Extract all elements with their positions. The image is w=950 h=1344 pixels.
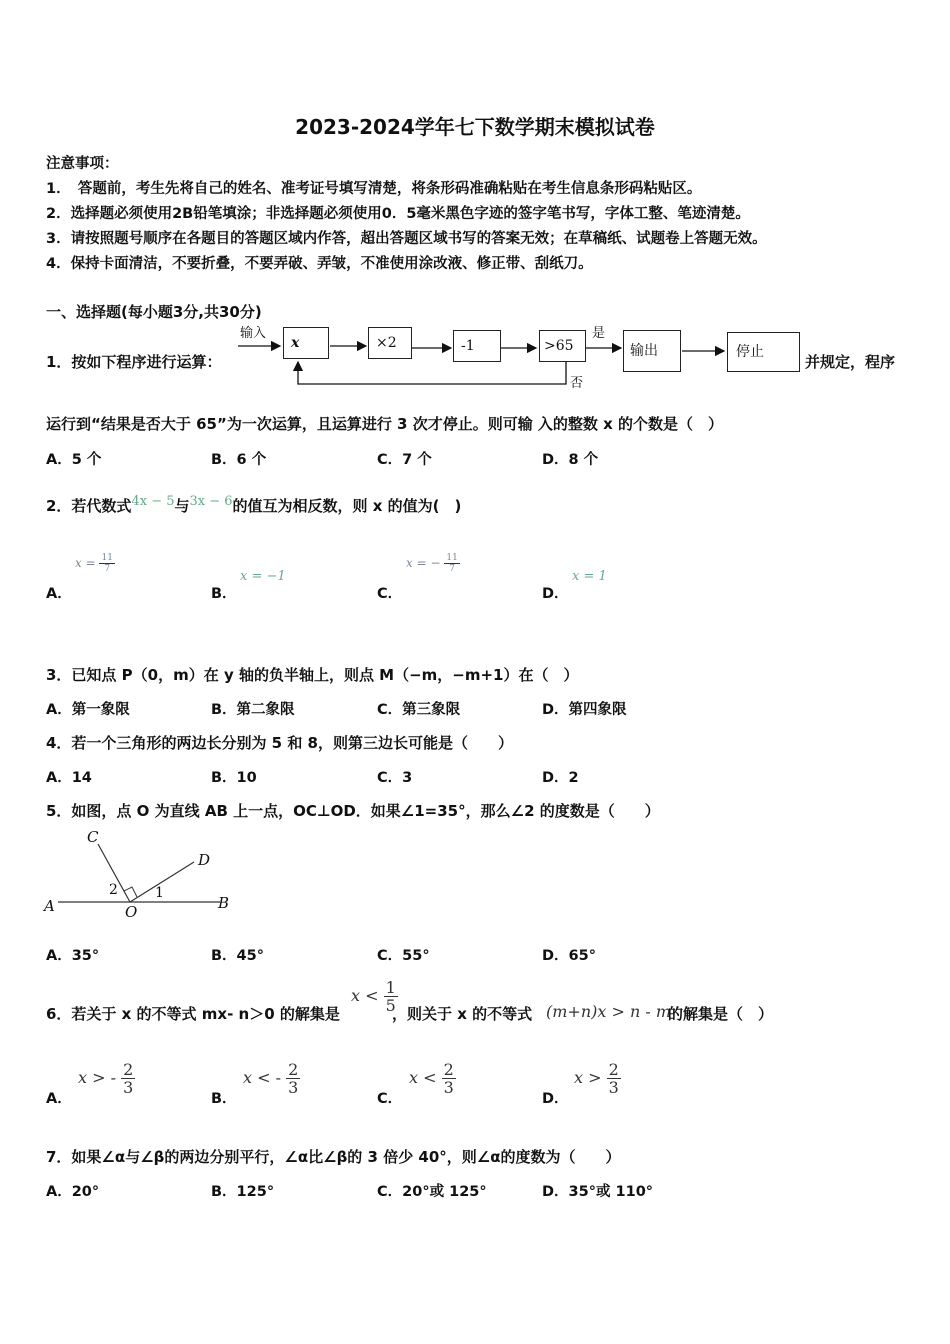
- q6-post: 的解集是（ ）: [668, 1005, 774, 1023]
- q7-option-d[interactable]: D．35°或 110°: [542, 1184, 654, 1200]
- q1-option-c[interactable]: C．7 个: [377, 452, 432, 468]
- q2-option-b[interactable]: B．: [211, 586, 237, 602]
- q3-stem: 3．已知点 P（0，m）在 y 轴的负半轴上，则点 M（−m，−m+1）在（ ）: [46, 666, 579, 684]
- q2-c-num: 11: [446, 553, 458, 563]
- q1-line2: 运行到“结果是否大于 65”为一次运算，且运算进行 3 次才停止。则可输 入的整数 x 的个数是（ ）: [46, 415, 724, 433]
- q2-option-a[interactable]: A．: [46, 586, 72, 602]
- q5-option-c[interactable]: C．55°: [377, 948, 430, 964]
- q1-option-b[interactable]: B．6 个: [211, 452, 267, 468]
- q6-b-num: 2: [288, 1060, 299, 1079]
- flow-box-gt65: >65: [539, 330, 586, 362]
- q1-option-d[interactable]: D．8 个: [542, 452, 599, 468]
- q3-option-a[interactable]: A．第一象限: [46, 702, 130, 718]
- q6-b-expr: [243, 1061, 300, 1096]
- q6-cond-den: 5: [385, 996, 396, 1015]
- q2-expr1: 4x − 5: [131, 494, 175, 509]
- q6-a-frac: [121, 1061, 135, 1096]
- q5-label-b: B: [218, 894, 230, 912]
- q2-a-den: 7: [104, 564, 111, 574]
- q6-a-num: 2: [123, 1060, 134, 1079]
- notice-item: 1． 答题前，考生先将自己的姓名、准考证号填写清楚，将条形码准确粘贴在考生信息条形码粘贴区。: [46, 181, 702, 197]
- q6-c-lhs: x <: [409, 1068, 437, 1087]
- q7-option-b[interactable]: B．125°: [211, 1184, 275, 1200]
- q6-c-frac: [442, 1061, 456, 1096]
- q5-label-c: C: [87, 828, 99, 846]
- q6-c-den: 3: [443, 1078, 454, 1097]
- q6-option-b[interactable]: B．: [211, 1091, 237, 1107]
- q6-d-num: 2: [608, 1060, 619, 1079]
- page-title: 2023-2024学年七下数学期末模拟试卷: [295, 115, 655, 139]
- q7-stem: 7．如果∠α与∠β的两边分别平行，∠α比∠β的 3 倍少 40°，则∠α的度数为（ ）: [46, 1148, 621, 1166]
- q6-b-lhs: x < -: [243, 1068, 282, 1087]
- q2-d-expr: x = 1: [572, 569, 607, 584]
- q7-option-a[interactable]: A．20°: [46, 1184, 100, 1200]
- flow-box-x: x: [283, 327, 329, 359]
- q6-a-den: 3: [123, 1078, 134, 1097]
- notice-item: 2．选择题必须使用2B铅笔填涂；非选择题必须使用0．5毫米黑色字迹的签字笔书写，字体工整、笔迹清楚。: [46, 206, 750, 222]
- q1-option-a[interactable]: A．5 个: [46, 452, 102, 468]
- q2-option-d[interactable]: D．: [542, 586, 569, 602]
- notice-item: 3．请按照题号顺序在各题目的答题区域内作答，超出答题区域书写的答案无效；在草稿纸、试题卷上答题无效。: [46, 231, 767, 247]
- q5-label-angle1: 1: [155, 885, 164, 901]
- q7-option-c[interactable]: C．20°或 125°: [377, 1184, 487, 1200]
- q2-stem: [46, 495, 461, 516]
- q5-option-d[interactable]: D．65°: [542, 948, 596, 964]
- q2-post: 的值互为相反数，则 x 的值为( ): [232, 497, 462, 515]
- q5-label-d: D: [198, 851, 211, 869]
- q1-lead: 1．按如下程序进行运算：: [46, 353, 222, 371]
- q6-d-frac: [607, 1061, 621, 1096]
- q6-c-expr: [409, 1061, 456, 1096]
- q5-stem: 5．如图，点 O 为直线 AB 上一点，OC⊥OD．如果∠1=35°，那么∠2 的度数是（ ）: [46, 802, 660, 820]
- q2-c-lhs: x = −: [406, 556, 441, 570]
- q2-pre: 2．若代数式: [46, 497, 132, 515]
- q5-label-angle2: 2: [109, 882, 118, 898]
- section-heading: 一、选择题(每小题3分,共30分): [46, 303, 262, 321]
- q6-b-frac: [286, 1061, 300, 1096]
- q2-a-frac: [99, 553, 114, 574]
- q6-option-d[interactable]: D．: [542, 1091, 569, 1107]
- flow-box-output: 输出: [623, 330, 681, 372]
- q5-figure-lines: [44, 828, 244, 928]
- q2-a-expr: [75, 553, 115, 574]
- q3-option-b[interactable]: B．第二象限: [211, 702, 295, 718]
- q5-option-b[interactable]: B．45°: [211, 948, 264, 964]
- flow-input-label: 输入: [240, 326, 267, 341]
- q6-pre: 6．若关于 x 的不等式 mx- n＞0 的解集是: [46, 1005, 340, 1023]
- q2-c-den: 7: [449, 564, 455, 574]
- flow-yes-label: 是: [592, 326, 606, 341]
- q6-c-num: 2: [443, 1060, 454, 1079]
- q2-mid: 与: [174, 497, 190, 515]
- flow-box-stop: 停止: [727, 332, 800, 372]
- q6-d-den: 3: [608, 1078, 619, 1097]
- q5-label-o: O: [125, 903, 138, 921]
- q2-a-num: 11: [101, 553, 113, 563]
- q2-expr2: 3x − 6: [189, 494, 233, 509]
- q6-d-expr: [574, 1061, 621, 1096]
- q6-cond-lhs: x <: [351, 986, 379, 1005]
- q6-ineq: (m+n)x > n - m: [546, 1002, 672, 1021]
- flow-box-times2: ×2: [368, 327, 412, 359]
- q5-option-a[interactable]: A．35°: [46, 948, 100, 964]
- q2-option-c[interactable]: C．: [377, 586, 403, 602]
- q6-condition: [351, 979, 398, 1014]
- q2-c-frac: [444, 553, 459, 574]
- notice-item: 4．保持卡面清洁，不要折叠，不要弄破、弄皱，不准使用涂改液、修正带、刮纸刀。: [46, 256, 593, 272]
- q4-option-b[interactable]: B．10: [211, 770, 257, 786]
- q6-a-lhs: x > -: [78, 1068, 117, 1087]
- q6-mid: ，则关于 x 的不等式: [392, 1005, 533, 1023]
- q4-option-c[interactable]: C．3: [377, 770, 413, 786]
- q6-b-den: 3: [288, 1078, 299, 1097]
- q3-option-c[interactable]: C．第三象限: [377, 702, 461, 718]
- q1-tail: 并规定，程序: [805, 353, 896, 371]
- q4-option-d[interactable]: D．2: [542, 770, 579, 786]
- flow-no-label: 否: [570, 376, 584, 391]
- q6-a-expr: [78, 1061, 135, 1096]
- q4-option-a[interactable]: A．14: [46, 770, 92, 786]
- q6-cond-num: 1: [385, 978, 396, 997]
- q5-label-a: A: [44, 897, 55, 915]
- q6-option-a[interactable]: A．: [46, 1091, 72, 1107]
- q2-b-expr: x = −1: [240, 569, 286, 584]
- notice-heading: 注意事项：: [46, 156, 119, 172]
- q6-d-lhs: x >: [574, 1068, 602, 1087]
- flow-box-minus1: -1: [453, 330, 501, 362]
- q3-option-d[interactable]: D．第四象限: [542, 702, 627, 718]
- q2-a-lhs: x =: [75, 556, 96, 570]
- q4-stem: 4．若一个三角形的两边长分别为 5 和 8，则第三边长可能是（ ）: [46, 734, 513, 752]
- q6-option-c[interactable]: C．: [377, 1091, 403, 1107]
- q2-c-expr: [406, 553, 460, 574]
